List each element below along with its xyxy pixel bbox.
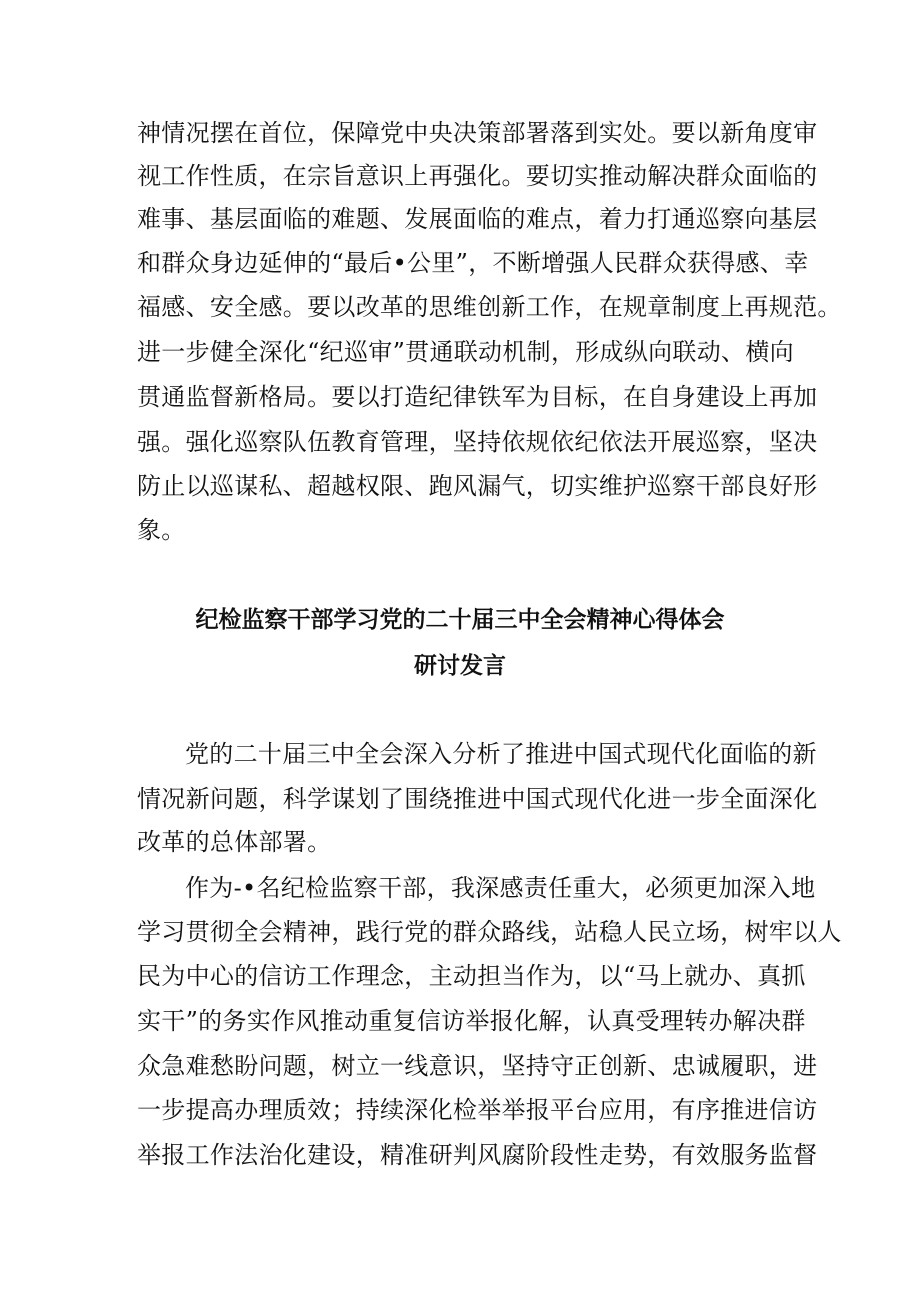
section-subtitle: 研讨发言 bbox=[414, 653, 506, 679]
paragraph-line: 一步提高办理质效；持续深化检举举报平台应用，有序推进信访 bbox=[137, 1096, 818, 1124]
paragraph-line: 作为-•名纪检监察干部，我深感责任重大，必须更加深入地 bbox=[185, 874, 816, 902]
paragraph-line: 难事、基层面临的难题、发展面临的难点，着力打通巡察向基层 bbox=[137, 205, 818, 233]
paragraph-line: 神情况摆在首位，保障党中央决策部署落到实处。要以新角度审 bbox=[137, 119, 818, 147]
paragraph-line: 进一步健全深化“纪巡审”贯通联动机制，形成纵向联动、横向 bbox=[137, 338, 794, 366]
paragraph-line: 学习贯彻全会精神，践行党的群众路线，站稳人民立场，树牢以人 bbox=[137, 918, 842, 946]
paragraph-line: 民为中心的信访工作理念，主动担当作为，以“马上就办、真抓 bbox=[137, 962, 806, 990]
paragraph-line: 防止以巡谋私、超越权限、跑风漏气，切实维护巡察干部良好形 bbox=[137, 472, 818, 500]
paragraph-line: 改革的总体部署。 bbox=[137, 828, 332, 856]
paragraph-line: 视工作性质，在宗旨意识上再强化。要切实推动解决群众面临的 bbox=[137, 162, 818, 190]
paragraph-line: 党的二十届三中全会深入分析了推进中国式现代化面临的新 bbox=[185, 740, 817, 768]
paragraph-line: 贯通监督新格局。要以打造纪律铁军为目标，在自身建设上再加 bbox=[137, 383, 818, 411]
section-title: 纪检监察干部学习党的二十届三中全会精神心得体会 bbox=[195, 607, 725, 633]
paragraph-line: 强。强化巡察队伍教育管理，坚持依规依纪依法开展巡察，坚决 bbox=[137, 428, 818, 456]
paragraph-line: 福感、安全感。要以改革的思维创新工作，在规章制度上再规范。 bbox=[137, 293, 842, 321]
paragraph-line: 实干”的务实作风推动重复信访举报化解，认真受理转办解决群 bbox=[137, 1007, 806, 1035]
paragraph-line: 情况新问题，科学谋划了围绕推进中国式现代化进一步全面深化 bbox=[137, 785, 818, 813]
paragraph-line: 象。 bbox=[137, 516, 186, 544]
paragraph-line: 和群众身边延伸的“最后•公里”，不断增强人民群众获得感、幸 bbox=[137, 249, 809, 277]
paragraph-line: 众急难愁盼问题，树立一线意识，坚持守正创新、忠诚履职，进 bbox=[137, 1052, 818, 1080]
paragraph-line: 举报工作法治化建设，精准研判风腐阶段性走势，有效服务监督 bbox=[137, 1141, 818, 1169]
